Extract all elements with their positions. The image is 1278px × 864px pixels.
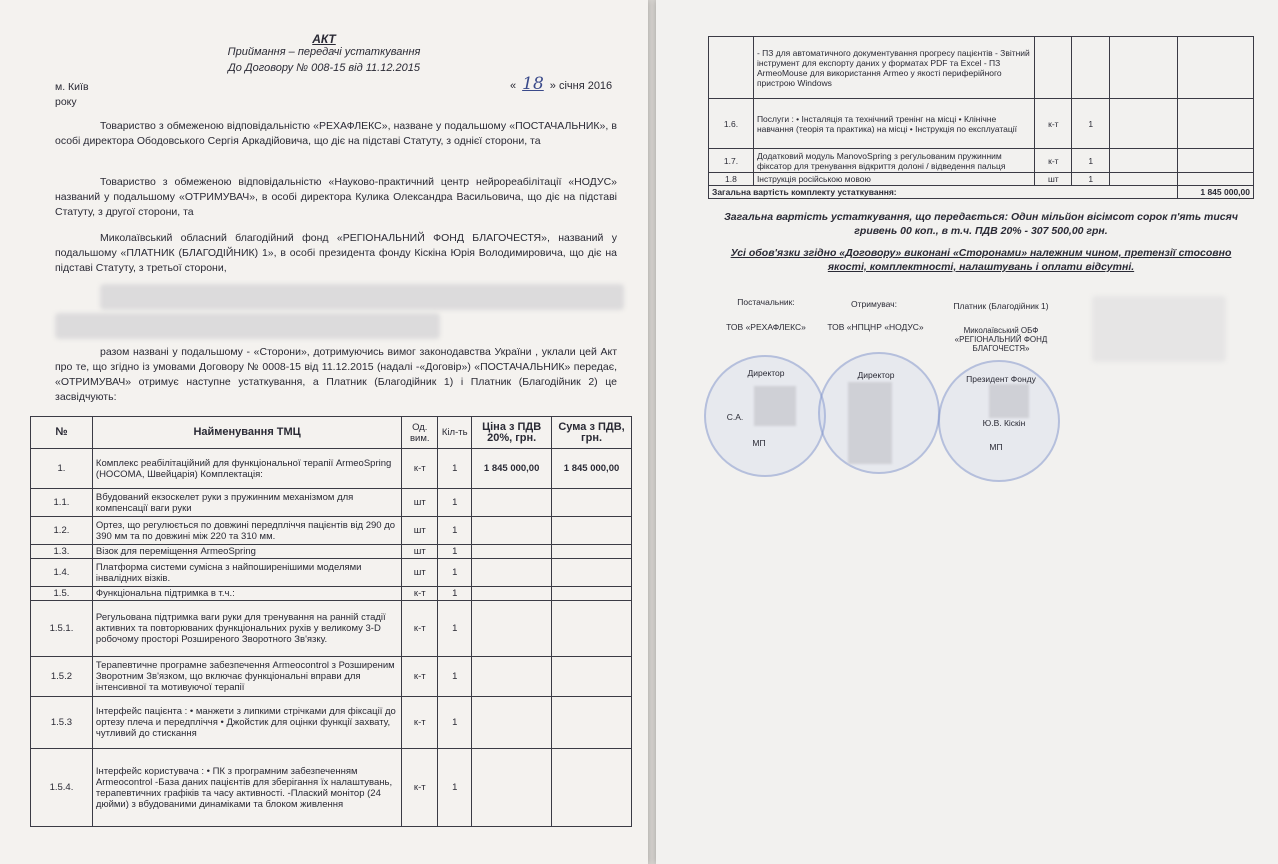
row-sum bbox=[1178, 149, 1254, 173]
row-sum bbox=[1178, 173, 1254, 186]
table-row bbox=[709, 149, 1254, 173]
row-unit: шт bbox=[1035, 173, 1072, 186]
row-sum: 1 845 000,00 bbox=[552, 449, 632, 489]
row-qty: 1 bbox=[438, 489, 472, 517]
row-number: 1.5.1. bbox=[31, 601, 93, 657]
row-number: 1. bbox=[31, 449, 93, 489]
act-date bbox=[510, 74, 612, 94]
payer-initials: Ю.В. Кіскін bbox=[982, 418, 1026, 428]
row-qty bbox=[1072, 37, 1110, 99]
row-name: Комплекс реабілітаційний для функціональної терапії ArmeoSpring (HOCOMA, Швейцарія) Комплектація: bbox=[92, 449, 401, 489]
redacted-block bbox=[55, 313, 440, 339]
row-number: 1.7. bbox=[709, 149, 754, 173]
header-cell: Сума з ПДВ, грн. bbox=[552, 417, 632, 449]
row-sum bbox=[552, 545, 632, 559]
row-name: Інтерфейс пацієнта : • манжети з липкими стрічками для фіксації до ортезу плеча и передпліччя • Джойстик для оцінки функції захвату, чутливий до стискання bbox=[92, 697, 401, 749]
row-number: 1.5.3 bbox=[31, 697, 93, 749]
row-sum bbox=[552, 587, 632, 601]
row-number: 1.6. bbox=[709, 99, 754, 149]
total-in-words: Загальна вартість устаткування, що передається: Один мільйон вісімсот сорок п'ять тисяч гривень 00 коп., в т.ч. ПДВ 20% - 307 500,00 грн. bbox=[724, 211, 1238, 237]
obligations-statement: Усі обов'язки згідно «Договору» виконані «Сторонами» належним чином, претензії стосовно якості, комплектності, налаштувань і оплати відсутні. bbox=[730, 247, 1232, 273]
redacted-signature bbox=[848, 382, 892, 464]
row-sum bbox=[552, 489, 632, 517]
row-sum bbox=[552, 697, 632, 749]
row-unit: к-т bbox=[402, 601, 438, 657]
supplier-name: ТОВ «РЕХАФЛЕКС» bbox=[726, 322, 806, 332]
date-day: 18 bbox=[522, 74, 544, 94]
row-qty: 1 bbox=[1072, 99, 1110, 149]
row-sum bbox=[552, 559, 632, 587]
items-table bbox=[30, 416, 632, 827]
row-number: 1.5.2 bbox=[31, 657, 93, 697]
row-price bbox=[472, 697, 552, 749]
redacted-block bbox=[1092, 296, 1226, 362]
receiver-name: ТОВ «НПЦНР «НОДУС» bbox=[827, 322, 924, 332]
paragraph-supplier: Товариство з обмеженою відповідальністю «РЕХАФЛЕКС», назване у подальшому «ПОСТАЧАЛЬНИК», в особі директора Ободовського Сергія Аркадійовича, що діє на підставі Статуту, з однієї сторони, та bbox=[55, 120, 617, 147]
row-sum bbox=[552, 601, 632, 657]
header-cell: Ціна з ПДВ 20%, грн. bbox=[472, 417, 552, 449]
row-price bbox=[472, 587, 552, 601]
row-sum bbox=[552, 517, 632, 545]
table-row bbox=[709, 37, 1254, 99]
payer-title: Президент Фонду bbox=[966, 374, 1036, 384]
row-name: Ортез, що регулюється по довжині передпліччя пацієнтів від 290 до 390 мм та по довжині між 220 та 310 мм. bbox=[92, 517, 401, 545]
table-row bbox=[709, 173, 1254, 186]
row-name: Платформа системи сумісна з найпоширенішими моделями інвалідних візків. bbox=[92, 559, 401, 587]
table-row bbox=[31, 601, 632, 657]
table-row bbox=[31, 749, 632, 827]
row-number: 1.5.4. bbox=[31, 749, 93, 827]
row-name: Терапевтичне програмне забезпечення Armeocontrol з Розширеним Зворотним Зв'язком, що включає функціональні вправи для інтенсивної та мотивуючої терапії bbox=[92, 657, 401, 697]
total-label: Загальна вартість комплекту устаткування: bbox=[709, 186, 1178, 199]
row-qty: 1 bbox=[1072, 173, 1110, 186]
row-price bbox=[472, 545, 552, 559]
row-name: Функціональна підтримка в т.ч.: bbox=[92, 587, 401, 601]
row-qty: 1 bbox=[438, 545, 472, 559]
table-row bbox=[31, 545, 632, 559]
table-row bbox=[709, 99, 1254, 149]
row-price bbox=[1110, 173, 1178, 186]
row-qty: 1 bbox=[438, 749, 472, 827]
row-qty: 1 bbox=[1072, 149, 1110, 173]
table-row bbox=[31, 489, 632, 517]
table-row bbox=[31, 697, 632, 749]
row-qty: 1 bbox=[438, 449, 472, 489]
row-unit: шт bbox=[402, 489, 438, 517]
row-number: 1.5. bbox=[31, 587, 93, 601]
year-label: року bbox=[55, 96, 77, 108]
row-name: - ПЗ для автоматичного документування прогресу пацієнтів - Звітний інструмент для експорту даних у форматах PDF та Excel - ПЗ ArmeoMouse для використання Armeo у якості периферійного пристрою Windows bbox=[753, 37, 1034, 99]
row-sum bbox=[552, 749, 632, 827]
row-price bbox=[1110, 37, 1178, 99]
receiver-role: Отримувач: bbox=[851, 299, 897, 309]
date-suffix: » січня 2016 bbox=[549, 80, 613, 92]
row-price bbox=[1110, 99, 1178, 149]
row-unit: к-т bbox=[402, 587, 438, 601]
total-value: 1 845 000,00 bbox=[1178, 186, 1254, 199]
row-name: Регульована підтримка ваги руки для тренування на ранній стадії активних та повторюваних функціональних рухів у великому 3-D робочому просторі Розширеного Зворотного Зв'язку. bbox=[92, 601, 401, 657]
receiver-title: Директор bbox=[857, 370, 895, 380]
row-name: Додатковий модуль ManovoSpring з регульованим пружинним фіксатор для тренування відкриття долоні / відведення пальця bbox=[753, 149, 1034, 173]
row-qty: 1 bbox=[438, 559, 472, 587]
redacted-block bbox=[100, 284, 624, 310]
supplier-title: Директор bbox=[747, 368, 785, 378]
row-unit: к-т bbox=[402, 449, 438, 489]
row-qty: 1 bbox=[438, 657, 472, 697]
row-unit: к-т bbox=[1035, 149, 1072, 173]
row-price bbox=[472, 517, 552, 545]
row-number: 1.3. bbox=[31, 545, 93, 559]
row-number bbox=[709, 37, 754, 99]
act-title: АКТ bbox=[312, 32, 336, 46]
row-unit: к-т bbox=[402, 697, 438, 749]
date-prefix: « bbox=[510, 80, 517, 92]
row-unit: к-т bbox=[1035, 99, 1072, 149]
row-qty: 1 bbox=[438, 517, 472, 545]
paragraph-receiver: Товариство з обмеженою відповідальністю «Науково-практичний центр нейрореабілітації «НОДУС» названий у подальшому «ОТРИМУВАЧ», в особі директора Кулика Олександра Васильовича, що діє на підставі Статуту, з другої сторони, та bbox=[55, 176, 617, 218]
row-number: 1.4. bbox=[31, 559, 93, 587]
row-unit bbox=[1035, 37, 1072, 99]
paragraph-parties: разом названі у подальшому - «Сторони», дотримуючись вимог законодавства України , уклали цей Акт про те, що згідно із умовами Договору № 0008-15 від 11.12.2015 (надалі -«Договір») «ПОСТАЧАЛЬНИК» передає, «ОТРИМУВАЧ» отримує наступне устаткування, а Платник (Благодійник 1) і Платник (Благодійник 2) це засвідчують: bbox=[55, 346, 617, 403]
row-price bbox=[472, 601, 552, 657]
payer-role: Платник (Благодійник 1) bbox=[953, 301, 1049, 311]
table-total-row bbox=[709, 186, 1254, 199]
header-cell: Од. вим. bbox=[402, 417, 438, 449]
items-table-continued bbox=[708, 36, 1254, 199]
act-contract: До Договору № 008-15 від 11.12.2015 bbox=[228, 62, 420, 74]
row-number: 1.8 bbox=[709, 173, 754, 186]
table-row bbox=[31, 449, 632, 489]
row-price bbox=[472, 657, 552, 697]
row-unit: шт bbox=[402, 559, 438, 587]
row-name: Послуги : • Інсталяція та технічний тренінг на місці • Клінічне навчання (теорія та практика) на місці • Інструкція по експлуатації bbox=[753, 99, 1034, 149]
row-sum bbox=[1178, 99, 1254, 149]
act-subtitle: Приймання – передачі устаткування bbox=[227, 46, 421, 58]
row-price bbox=[472, 559, 552, 587]
table-row bbox=[31, 657, 632, 697]
row-price bbox=[472, 489, 552, 517]
row-unit: к-т bbox=[402, 749, 438, 827]
table-row bbox=[31, 517, 632, 545]
row-price: 1 845 000,00 bbox=[472, 449, 552, 489]
paragraph-payer: Миколаївський обласний благодійний фонд «РЕГІОНАЛЬНИЙ ФОНД БЛАГОЧЕСТЯ», названий у подальшому «ПЛАТНИК (БЛАГОДІЙНИК) 1», в особі президента фонду Кіскіна Юрія Володимировича, що діє на підставі Статуту, з третьої сторони, bbox=[55, 232, 617, 274]
row-unit: шт bbox=[402, 517, 438, 545]
row-name: Вбудований екзоскелет руки з пружинним механізмом для компенсації ваги руки bbox=[92, 489, 401, 517]
supplier-mp: МП bbox=[752, 438, 766, 448]
table-header bbox=[31, 417, 632, 449]
header-cell: Найменування ТМЦ bbox=[92, 417, 401, 449]
right-page bbox=[656, 0, 1278, 864]
row-sum bbox=[1178, 37, 1254, 99]
row-name: Інструкція російською мовою bbox=[753, 173, 1034, 186]
row-unit: шт bbox=[402, 545, 438, 559]
row-name: Візок для переміщення ArmeoSpring bbox=[92, 545, 401, 559]
row-sum bbox=[552, 657, 632, 697]
row-unit: к-т bbox=[402, 657, 438, 697]
payer-name: Миколаївський ОБФ «РЕГІОНАЛЬНИЙ ФОНД БЛАГОЧЕСТЯ» bbox=[954, 326, 1048, 353]
supplier-role: Постачальник: bbox=[737, 297, 795, 307]
row-name: Інтерфейс користувача : • ПК з програмним забезпеченням Armeocontrol -База даних пацієнтів для зберігання їх налаштувань, терапевтичних графіків та часу активності. -Плаский монітор (24 дюйми) з вбудованими динаміками та блоком живлення bbox=[92, 749, 401, 827]
table-row bbox=[31, 587, 632, 601]
row-qty: 1 bbox=[438, 697, 472, 749]
redacted-signature bbox=[754, 386, 796, 426]
table-row bbox=[31, 559, 632, 587]
row-number: 1.2. bbox=[31, 517, 93, 545]
city: м. Київ bbox=[55, 81, 89, 93]
row-qty: 1 bbox=[438, 587, 472, 601]
header-cell: № bbox=[31, 417, 93, 449]
row-number: 1.1. bbox=[31, 489, 93, 517]
supplier-initials: С.А. bbox=[726, 412, 744, 422]
payer-mp: МП bbox=[989, 442, 1003, 452]
row-price bbox=[1110, 149, 1178, 173]
row-qty: 1 bbox=[438, 601, 472, 657]
row-price bbox=[472, 749, 552, 827]
redacted-signature bbox=[989, 384, 1029, 418]
header-cell: Кіл-ть bbox=[438, 417, 472, 449]
